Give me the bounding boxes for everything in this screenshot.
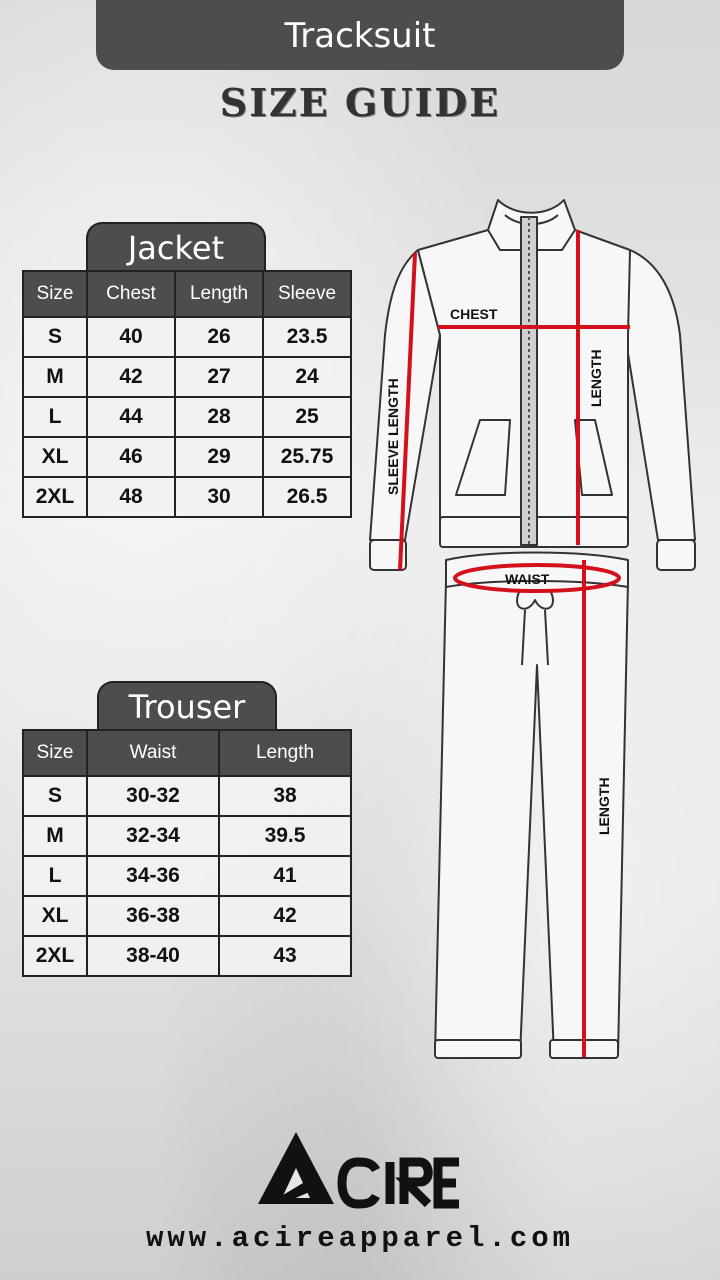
table-cell: 34-36 (87, 856, 219, 896)
table-cell: 2XL (23, 936, 87, 976)
jacket-length-label: LENGTH (588, 349, 604, 407)
jacket-drawing (370, 200, 695, 570)
column-header: Size (23, 730, 87, 776)
table-row (23, 856, 351, 896)
table-row (23, 397, 351, 437)
website-url: www.acireapparel.com (145, 1222, 575, 1255)
table-cell: XL (23, 896, 87, 936)
trouser-tab: Trouser (97, 681, 277, 731)
table-cell: 48 (87, 477, 175, 517)
table-cell: 44 (87, 397, 175, 437)
column-header: Length (175, 271, 263, 317)
table-cell: 28 (175, 397, 263, 437)
table-cell: 23.5 (263, 317, 351, 357)
table-cell: L (23, 397, 87, 437)
title-bar (96, 0, 624, 70)
table-cell: S (23, 776, 87, 816)
table-cell: S (23, 317, 87, 357)
column-header: Chest (87, 271, 175, 317)
table-cell: 43 (219, 936, 351, 976)
table-cell: 41 (219, 856, 351, 896)
column-header: Sleeve (263, 271, 351, 317)
table-row (23, 936, 351, 976)
table-cell: 42 (219, 896, 351, 936)
table-cell: M (23, 357, 87, 397)
table-cell: 25 (263, 397, 351, 437)
table-cell: 26.5 (263, 477, 351, 517)
table-cell: 30-32 (87, 776, 219, 816)
table-cell: 38-40 (87, 936, 219, 976)
table-cell: M (23, 816, 87, 856)
table-cell: XL (23, 437, 87, 477)
table-cell: 24 (263, 357, 351, 397)
waist-label: WAIST (505, 571, 550, 587)
table-cell: 29 (175, 437, 263, 477)
column-header: Waist (87, 730, 219, 776)
column-header: Size (23, 271, 87, 317)
jacket-tab: Jacket (86, 222, 266, 272)
acire-logo (258, 1132, 463, 1212)
column-header: Length (219, 730, 351, 776)
chest-label: CHEST (450, 306, 498, 322)
table-cell: 39.5 (219, 816, 351, 856)
table-cell: 26 (175, 317, 263, 357)
table-cell: 40 (87, 317, 175, 357)
table-row (23, 896, 351, 936)
page-title: Tracksuit (284, 16, 436, 56)
table-row (23, 816, 351, 856)
table-row (23, 477, 351, 517)
table-header-row (23, 271, 351, 317)
table-row (23, 776, 351, 816)
jacket-size-table (22, 270, 352, 518)
jacket-right-cuff (657, 540, 695, 570)
jacket-right-sleeve (625, 250, 695, 540)
table-row (23, 437, 351, 477)
table-cell: 46 (87, 437, 175, 477)
table-cell: 38 (219, 776, 351, 816)
trouser-left-hem (435, 1040, 521, 1058)
trouser-length-label: LENGTH (596, 777, 612, 835)
table-row (23, 317, 351, 357)
table-cell: 32-34 (87, 816, 219, 856)
table-cell: L (23, 856, 87, 896)
table-cell: 42 (87, 357, 175, 397)
table-cell: 27 (175, 357, 263, 397)
table-cell: 30 (175, 477, 263, 517)
sleeve-length-label: SLEEVE LENGTH (385, 378, 401, 495)
tracksuit-illustration (360, 195, 710, 1080)
table-header-row (23, 730, 351, 776)
table-cell: 2XL (23, 477, 87, 517)
trouser-size-table (22, 729, 352, 977)
page-subtitle: SIZE GUIDE (219, 80, 501, 125)
table-cell: 36-38 (87, 896, 219, 936)
table-row (23, 357, 351, 397)
table-cell: 25.75 (263, 437, 351, 477)
